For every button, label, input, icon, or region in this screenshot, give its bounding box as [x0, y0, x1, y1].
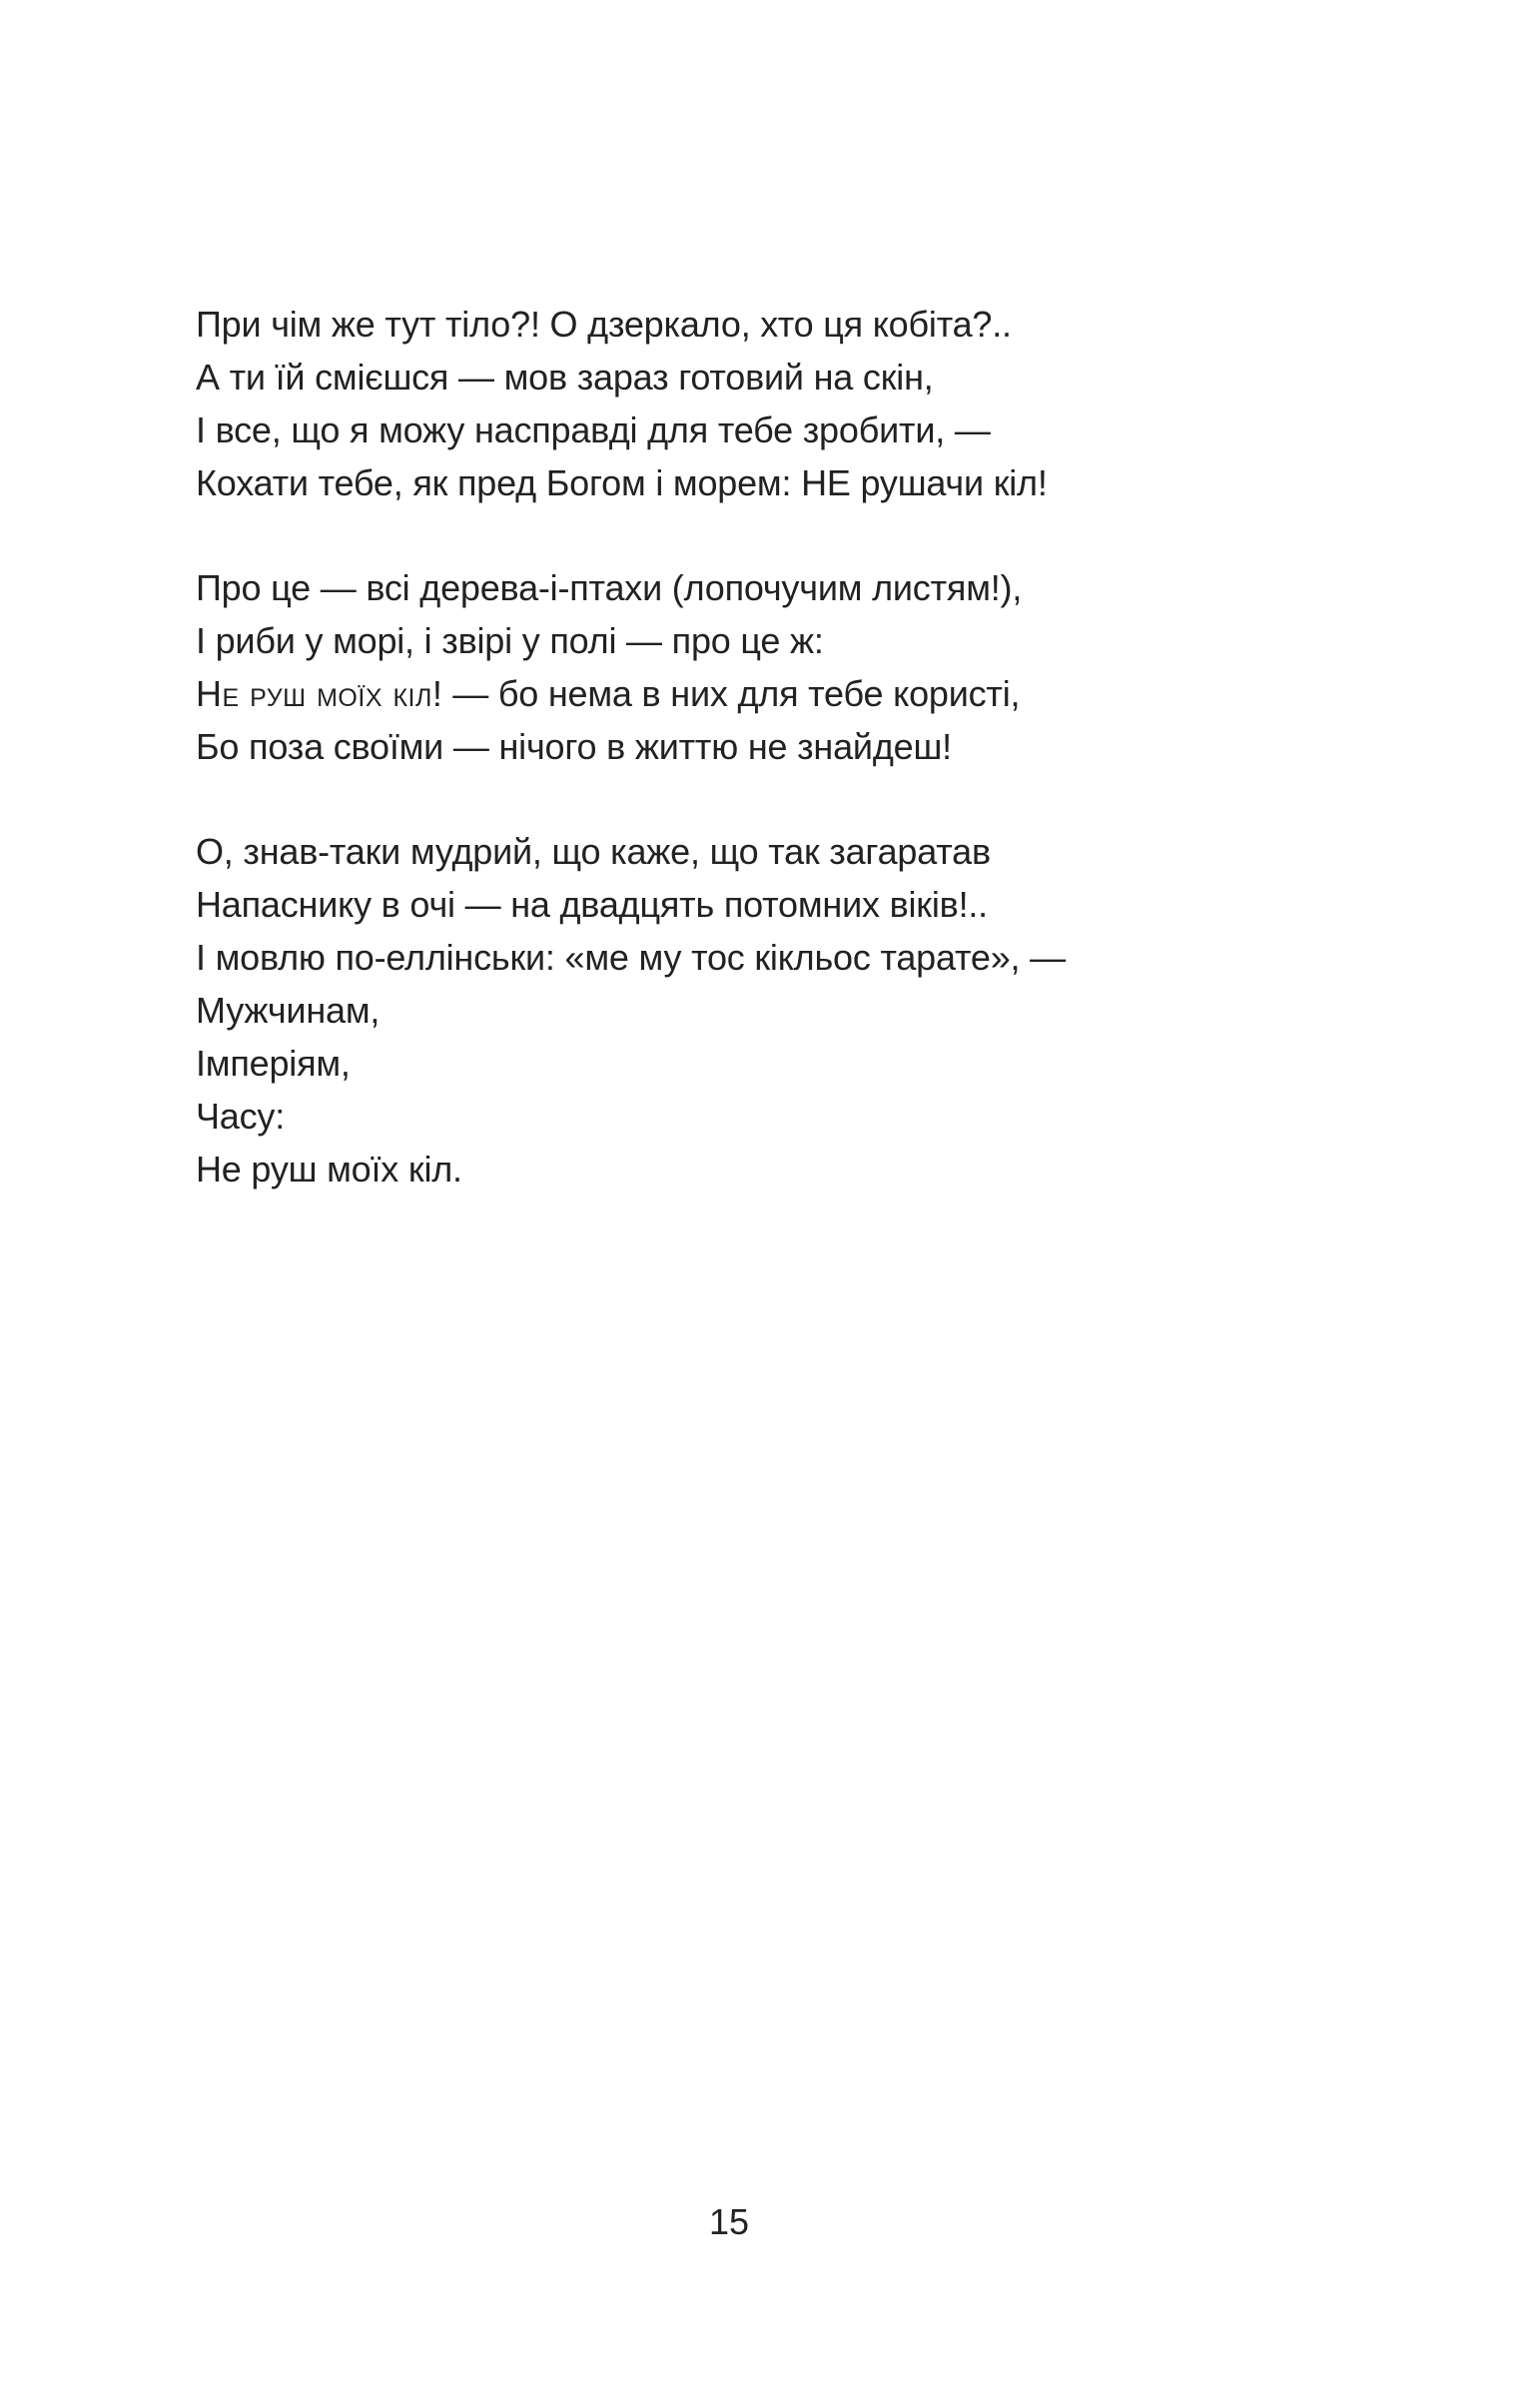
- poem-line: О, знав-таки мудрий, що каже, що так загаратав: [196, 831, 991, 872]
- poem-line: Мужчинам,: [196, 990, 381, 1031]
- small-caps-refrain: Не руш моїх кіл!: [196, 673, 443, 714]
- poem-line: І мовлю по-еллінськи: «ме му тос кікльос тарате», —: [196, 937, 1066, 978]
- poem-line: Кохати тебе, як пред Богом і морем: НЕ рушачи кіл!: [196, 462, 1048, 503]
- poem-line: [196, 667, 1394, 720]
- poem-line: Бо поза своїми — нічого в життю не знайдеш!: [196, 726, 952, 767]
- stanza-3: [196, 825, 1394, 1196]
- poem: [196, 298, 1394, 1247]
- poem-line: І риби у морі, і звірі у полі — про це ж:: [196, 620, 824, 661]
- poem-line: Про це — всі дерева-і-птахи (лопочучим листям!),: [196, 567, 1023, 608]
- poem-line: І все, що я можу насправді для тебе зробити, —: [196, 409, 991, 450]
- stanza-2: [196, 561, 1394, 773]
- poem-line: Не руш моїх кіл.: [196, 1149, 462, 1190]
- stanza-1: [196, 298, 1394, 509]
- poem-line: При чім же тут тіло?! О дзеркало, хто ця кобіта?..: [196, 304, 1012, 345]
- poem-line: Напаснику в очі — на двадцять потомних віків!..: [196, 884, 988, 925]
- poem-line-rest: — бо нема в них для тебе користі,: [442, 673, 1021, 714]
- poem-line: Часу:: [196, 1096, 286, 1137]
- poem-line: А ти їй смієшся — мов зараз готовий на скін,: [196, 357, 934, 398]
- poem-line: Імперіям,: [196, 1043, 351, 1084]
- page-number: 15: [708, 2201, 750, 2242]
